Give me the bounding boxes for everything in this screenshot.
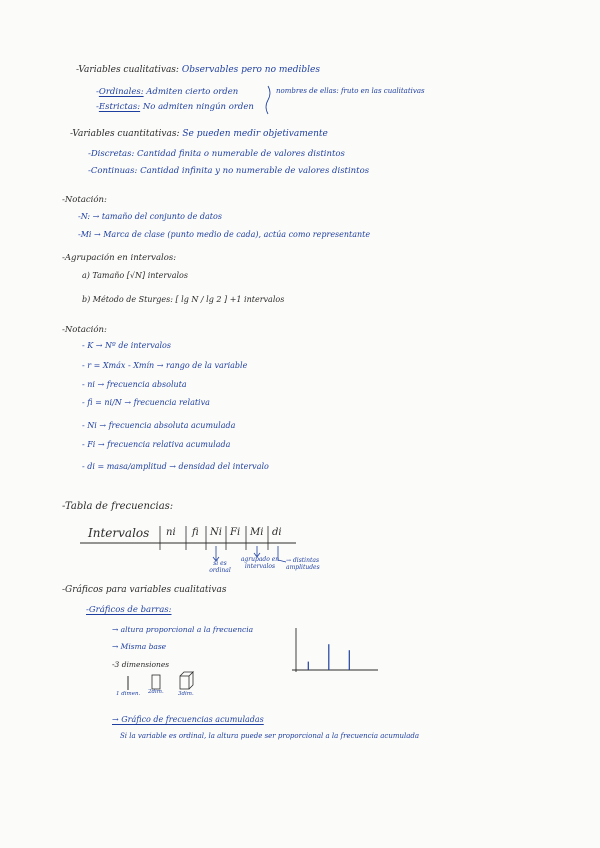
table-note-agrupado: agrupado en intervalos xyxy=(240,556,280,571)
table-note-ordinal: si es ordinal xyxy=(209,560,231,575)
two-dim-icon xyxy=(152,675,160,689)
notacion2-k: - K → Nº de intervalos xyxy=(82,341,171,350)
acumuladas-def: Si la variable es ordinal, la altura puede ser proporcional a la frecuencia acumulada xyxy=(120,732,420,740)
agrupacion-b: b) Método de Sturges: [ lg N / lg 2 ] +1 intervalos xyxy=(82,295,285,304)
notacion2-ni: - ni → frecuencia absoluta xyxy=(82,380,187,389)
header-Fi: Fi xyxy=(230,527,241,538)
acumuladas-title: → Gráfico de frecuencias acumuladas xyxy=(112,715,264,724)
header-ni: ni xyxy=(166,527,176,538)
tabla-title: -Tabla de frecuencias: xyxy=(62,501,174,512)
bracket-shape xyxy=(266,86,270,114)
graficos-title: -Gráficos para variables cualitativas xyxy=(62,585,227,595)
table-note-amplitudes: → distintas amplitudes xyxy=(286,557,320,572)
notacion2-title: -Notación: xyxy=(62,325,107,335)
cuali-side-note: nombres de ellas: fruto en las cualitativas xyxy=(276,87,425,95)
cuanti-def: Se pueden medir objetivamente xyxy=(182,129,328,139)
estrictas-line: -Estrictas: No admiten ningún orden xyxy=(96,102,254,112)
arrow-icon xyxy=(213,546,219,561)
notacion2-Fi: - Fi → frecuencia relativa acumulada xyxy=(82,440,231,449)
barras-title: -Gráficos de barras: xyxy=(86,605,172,615)
dim2-label: 2dim. xyxy=(148,689,164,695)
ordinales-line: -Ordinales: Admiten cierto orden xyxy=(96,87,239,97)
dim1-label: 1 dimen. xyxy=(116,691,141,697)
header-Ni: Ni xyxy=(210,527,222,538)
barras-base: → Misma base xyxy=(112,642,167,651)
continuas-line: -Continuas: Cantidad infinita y no numerable de valores distintos xyxy=(88,166,370,176)
dim3-label: 3dim. xyxy=(178,691,194,697)
notacion1-mi: -Mi → Marca de clase (punto medio de cada), actúa como representante xyxy=(78,230,371,239)
header-fi: fi xyxy=(192,527,199,538)
notacion1-n: -N: → tamaño del conjunto de datos xyxy=(78,212,222,221)
bar-chart xyxy=(292,628,378,672)
notacion2-di: - di = masa/amplitud → densidad del intervalo xyxy=(82,462,269,471)
header-di: di xyxy=(272,527,282,538)
discretas-line: -Discretas: Cantidad finita o numerable de valores distintos xyxy=(88,149,345,159)
cuanti-title: -Variables cuantitativas: Se pueden medir objetivamente xyxy=(70,129,328,139)
cuali-title: -Variables cualitativas: Observables pero no medibles xyxy=(76,65,320,75)
barras-dimensiones: -3 dimensiones xyxy=(112,660,170,669)
header-Mi: Mi xyxy=(250,527,264,538)
notacion2-r: - r = Xmáx - Xmín → rango de la variable xyxy=(82,361,248,370)
three-dim-icon xyxy=(180,672,193,689)
agrupacion-a: a) Tamaño [√N] intervalos xyxy=(82,271,188,280)
cuali-def: Observables pero no medibles xyxy=(181,65,320,75)
notacion2-Ni: - Ni → frecuencia absoluta acumulada xyxy=(82,421,236,430)
notacion1-title: -Notación: xyxy=(62,195,107,205)
agrupacion-title: -Agrupación en intervalos: xyxy=(62,253,177,263)
barras-altura: → altura proporcional a la frecuencia xyxy=(112,625,254,634)
notacion2-fi: - fi = ni/N → frecuencia relativa xyxy=(82,398,210,407)
header-intervalos: Intervalos xyxy=(88,526,150,540)
